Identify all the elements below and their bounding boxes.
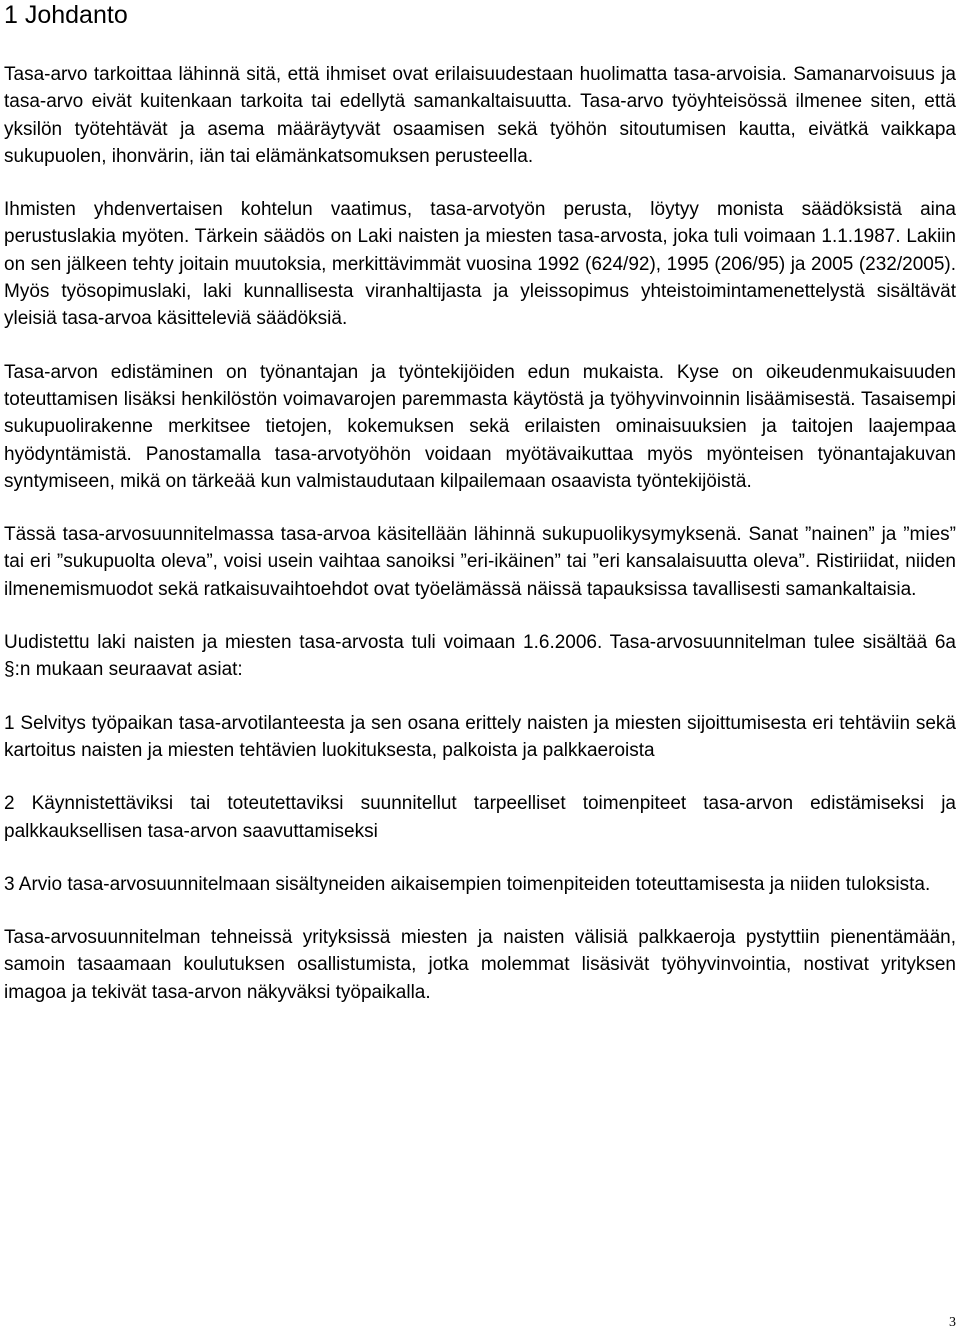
document-page: [4, 0, 956, 1006]
paragraph-benefits: Tasa-arvon edistäminen on työnantajan ja työntekijöiden edun mukaista. Kyse on oikeudenmukaisuuden toteuttamisen lisäksi henkilöstön voimavarojen paremmasta käytöstä ja työhyvinvoinnin lisäämisestä. Tasaisempi sukupuolirakenne merkitsee tietojen, kokemuksen sekä erilaisten ominaisuuksien ja taitojen laajempaa hyödyntämistä. Panostamalla tasa-arvotyöhön voidaan myötävaikuttaa myös myönteisen työnantajakuvan syntymiseen, mikä on tärkeää kun valmistaudutaan kilpailemaan osaavista työntekijöistä.: [4, 361, 956, 492]
list-item-2: 2 Käynnistettäviksi tai toteutettaviksi suunnitellut tarpeelliset toimenpiteet tasa-arvon edistämiseksi ja palkkauksellisen tasa-arvon saavuttamiseksi: [4, 793, 956, 842]
paragraph-results: Tasa-arvosuunnitelman tehneissä yrityksissä miesten ja naisten välisiä palkkaeroja pystyttiin pienentämään, samoin tasaamaan koulutuksen osallistumista, jotka molemmat lisäsivät työhyvinvointia, nostivat yrityksen imagoa ja tekivät tasa-arvon näkyväksi työpaikalla.: [4, 927, 956, 1003]
page-number: 3: [949, 1315, 956, 1330]
paragraph-new-law: Uudistettu laki naisten ja miesten tasa-arvosta tuli voimaan 1.6.2006. Tasa-arvosuunnitelman tulee sisältää 6a §:n mukaan seuraavat asiat:: [4, 632, 956, 681]
section-heading: 1 Johdanto: [4, 1, 128, 29]
list-item-3: 3 Arvio tasa-arvosuunnitelmaan sisältyneiden aikaisempien toimenpiteiden toteuttamisesta ja niiden tuloksista.: [4, 873, 931, 895]
paragraph-intro: Tasa-arvo tarkoittaa lähinnä sitä, että ihmiset ovat erilaisuudestaan huolimatta tasa-arvoisia. Samanarvoisuus ja tasa-arvo eivät kuitenkaan tarkoita tai edellytä samankaltaisuutta. Tasa-arvo työyhteisössä ilmenee siten, että yksilön työtehtävät ja asema määräytyvät osaamisen sekä työhön sitoutumisen kautta, eivätkä vaikkapa sukupuolen, ihonvärin, iän tai elämänkatsomuksen perusteella.: [4, 64, 956, 167]
paragraph-legislation: Ihmisten yhdenvertaisen kohtelun vaatimus, tasa-arvotyön perusta, löytyy monista säädöksistä aina perustuslakia myöten. Tärkein säädös on Laki naisten ja miesten tasa-arvosta, joka tuli voimaan 1.1.1987. Lakiin on sen jälkeen tehty joitain muutoksia, merkittävimmät vuosina 1992 (624/92), 1995 (206/95) ja 2005 (232/2005). Myös työsopimuslaki, laki kunnallisesta viranhaltijasta ja yleissopimus yhteistoimintamenettelystä sisältävät yleisiä tasa-arvoa käsitteleviä säädöksiä.: [4, 199, 956, 330]
list-item-1: 1 Selvitys työpaikan tasa-arvotilanteesta ja sen osana erittely naisten ja miesten sijoittumisesta eri tehtäviin sekä kartoitus naisten ja miesten tehtävien luokituksesta, palkoista ja palkkaeroista: [4, 712, 956, 761]
paragraph-scope: Tässä tasa-arvosuunnitelmassa tasa-arvoa käsitellään lähinnä sukupuolikysymyksenä. Sanat ”nainen” ja ”mies” tai eri ”sukupuolta oleva”, voisi usein vaihtaa sanoiksi ”eri-ikäinen” tai ”eri kansalaisuutta oleva”. Ristiriidat, niiden ilmenemismuodot sekä ratkaisuvaihtoehdot ovat työelämässä näissä tapauksissa tavallisesti samankaltaisia.: [4, 524, 956, 600]
